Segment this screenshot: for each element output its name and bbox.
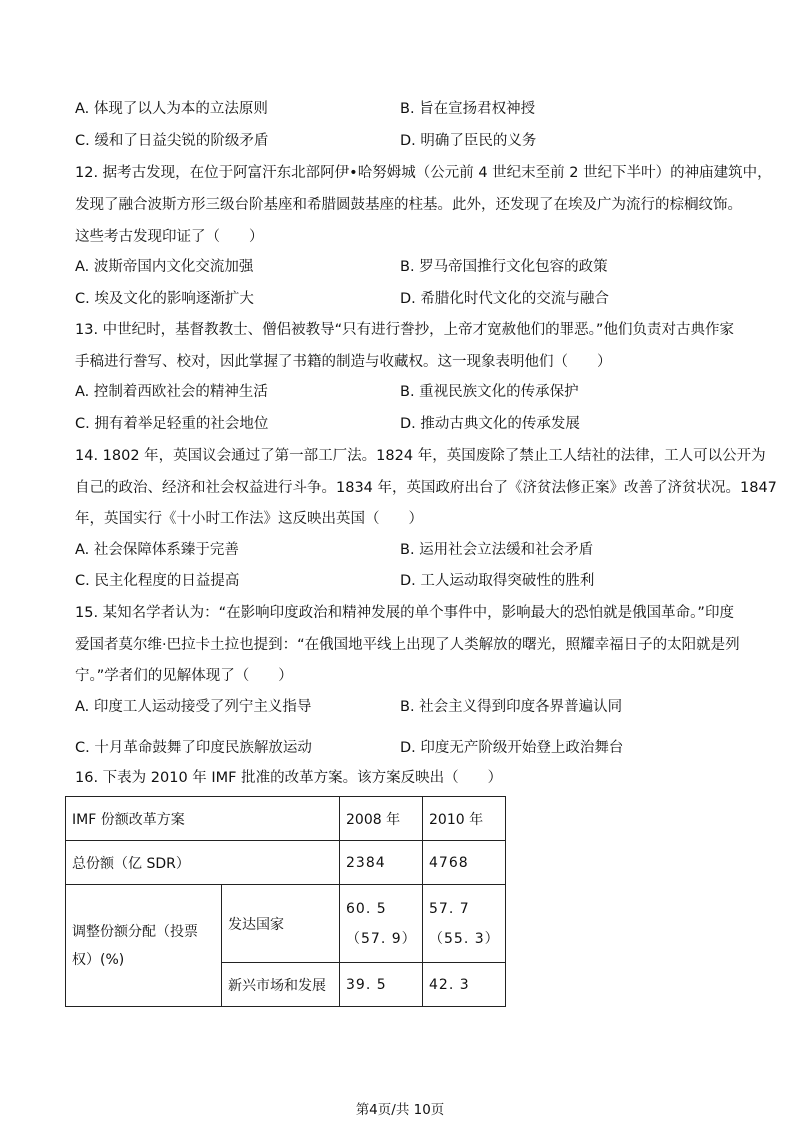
q12-option-a: A. 波斯帝国内文化交流加强 — [75, 259, 254, 275]
table-row — [66, 885, 506, 963]
q15-stem-line-3: 宁。”学者们的见解体现了（ ） — [75, 668, 293, 684]
table-emerging-label: 新兴市场和发展 — [222, 963, 340, 1007]
q13-option-c: C. 拥有着举足轻重的社会地位 — [75, 416, 269, 432]
table-total-2010: 4768 — [423, 841, 506, 885]
developed-2008-vote: （57. 9） — [346, 930, 417, 947]
q15-option-c: C. 十月革命鼓舞了印度民族解放运动 — [75, 740, 312, 756]
q16-stem: 16. 下表为 2010 年 IMF 批准的改革方案。该方案反映出（ ） — [75, 770, 503, 786]
table-developed-2010 — [423, 885, 506, 963]
table-row — [66, 841, 506, 885]
q14-option-b: B. 运用社会立法缓和社会矛盾 — [400, 542, 594, 558]
table-developed-2008 — [340, 885, 423, 963]
table-group-label: 调整份额分配（投票权）(%) — [66, 885, 222, 1007]
q14-option-a: A. 社会保障体系臻于完善 — [75, 542, 239, 558]
q14-option-d: D. 工人运动取得突破性的胜利 — [400, 573, 595, 589]
developed-2010-vote: （55. 3） — [429, 930, 500, 947]
q13-option-d: D. 推动古典文化的传承发展 — [400, 416, 580, 432]
q11-option-c: C. 缓和了日益尖锐的阶级矛盾 — [75, 133, 269, 149]
q12-stem-line-3: 这些考古发现印证了（ ） — [75, 229, 264, 245]
developed-2008-value: 60. 5 — [346, 900, 387, 917]
table-emerging-2008: 39. 5 — [340, 963, 423, 1007]
developed-2010-value: 57. 7 — [429, 900, 470, 917]
q13-option-a: A. 控制着西欧社会的精神生活 — [75, 384, 268, 400]
q12-option-d: D. 希腊化时代文化的交流与融合 — [400, 291, 609, 307]
q15-stem-line-1: 15. 某知名学者认为：“在影响印度政治和精神发展的单个事件中，影响最大的恐怕就是俄国革命。”印度 — [75, 605, 734, 621]
q12-option-b: B. 罗马帝国推行文化包容的政策 — [400, 259, 608, 275]
q11-option-b: B. 旨在宣扬君权神授 — [400, 101, 536, 117]
q15-stem-line-2: 爱国者莫尔维·巴拉卡土拉也提到：“在俄国地平线上出现了人类解放的曙光，照耀幸福日子的太阳就是列 — [75, 637, 740, 653]
q13-option-b: B. 重视民族文化的传承保护 — [400, 384, 579, 400]
q15-option-b: B. 社会主义得到印度各界普遍认同 — [400, 699, 623, 715]
q12-stem-line-1: 12. 据考古发现，在位于阿富汗东北部阿伊•哈努姆城（公元前 4 世纪末至前 2 世纪下半叶）的神庙建筑中， — [75, 165, 772, 181]
page-number: 第4页/共 10页 — [355, 1102, 445, 1118]
q14-stem-line-2: 自己的政治、经济和社会权益进行斗争。1834 年，英国政府出台了《济贫法修正案》改善了济贫状况。1847 — [75, 480, 777, 496]
table-developed-label: 发达国家 — [222, 885, 340, 963]
table-total-label: 总份额（亿 SDR） — [66, 841, 340, 885]
table-emerging-2010: 42. 3 — [423, 963, 506, 1007]
q15-option-d: D. 印度无产阶级开始登上政治舞台 — [400, 740, 624, 756]
q13-stem-line-2: 手稿进行誊写、校对，因此掌握了书籍的制造与收藏权。这一现象表明他们（ ） — [75, 354, 612, 370]
table-header-plan: IMF 份额改革方案 — [66, 797, 340, 841]
q12-option-c: C. 埃及文化的影响逐渐扩大 — [75, 291, 254, 307]
table-row — [66, 797, 506, 841]
q12-stem-line-2: 发现了融合波斯方形三级台阶基座和希腊圆鼓基座的柱基。此外，还发现了在埃及广为流行的棕榈纹饰。 — [75, 197, 742, 213]
q13-stem-line-1: 13. 中世纪时，基督教教士、僧侣被教导“只有进行誊抄，上帝才宽赦他们的罪恶。”他们负责对古典作家 — [75, 322, 734, 338]
table-header-2008: 2008 年 — [340, 797, 423, 841]
q14-stem-line-1: 14. 1802 年，英国议会通过了第一部工厂法。1824 年，英国废除了禁止工人结社的法律，工人可以公开为 — [75, 448, 766, 464]
q11-option-a: A. 体现了以人为本的立法原则 — [75, 101, 268, 117]
q14-option-c: C. 民主化程度的日益提高 — [75, 573, 240, 589]
table-header-2010: 2010 年 — [423, 797, 506, 841]
imf-quota-table — [65, 796, 506, 1007]
q11-option-d: D. 明确了臣民的义务 — [400, 133, 537, 149]
q15-option-a: A. 印度工人运动接受了列宁主义指导 — [75, 699, 312, 715]
q14-stem-line-3: 年，英国实行《十小时工作法》这反映出英国（ ） — [75, 511, 423, 527]
table-total-2008: 2384 — [340, 841, 423, 885]
